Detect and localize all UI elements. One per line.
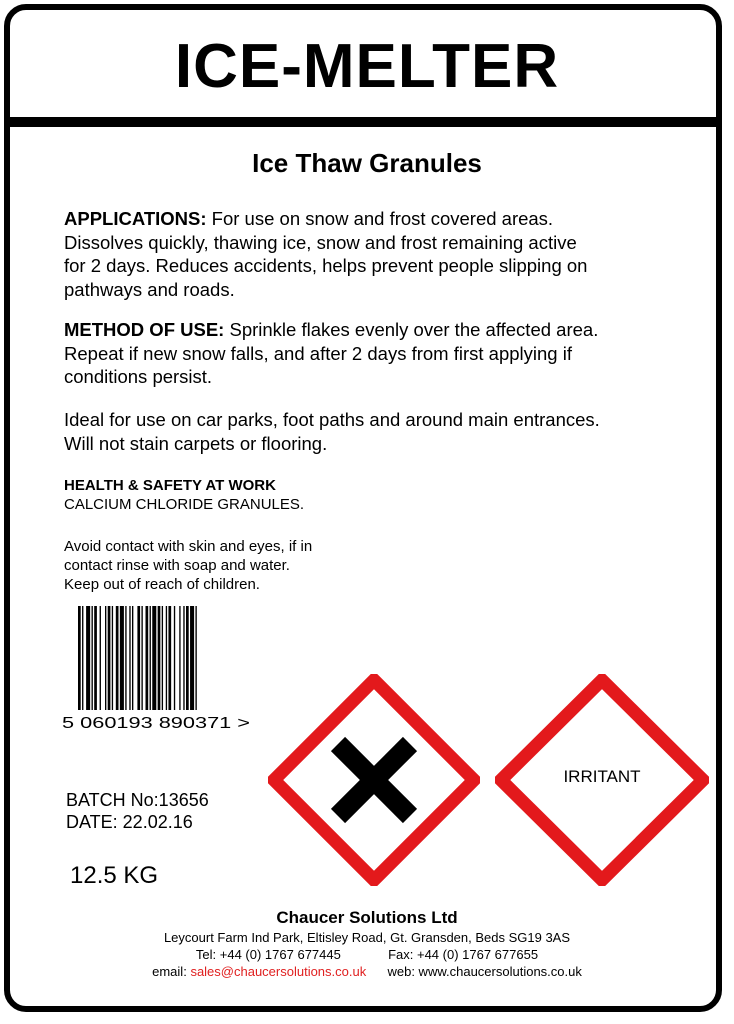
substance-name: CALCIUM CHLORIDE GRANULES. bbox=[64, 496, 305, 513]
barcode-bar bbox=[92, 606, 93, 710]
barcode-bar bbox=[82, 606, 83, 710]
warning-line: contact rinse with soap and water. bbox=[64, 557, 290, 574]
barcode-bar bbox=[129, 606, 130, 710]
company-contact-line bbox=[0, 964, 734, 979]
barcode-bar bbox=[108, 606, 111, 710]
barcode-bar bbox=[132, 606, 133, 710]
applications-line: For use on snow and frost covered areas. bbox=[211, 208, 554, 229]
barcode-bar bbox=[190, 606, 194, 710]
barcode-bar bbox=[195, 606, 196, 710]
barcode-bar bbox=[168, 606, 171, 710]
ideal-section bbox=[64, 408, 684, 455]
barcode-bar bbox=[116, 606, 119, 710]
harmful-pictogram bbox=[268, 674, 480, 886]
barcode-digits: 5 060193 890371 > bbox=[62, 715, 250, 732]
email-link[interactable]: sales@chaucersolutions.co.uk bbox=[190, 964, 367, 979]
ideal-line: Will not stain carpets or flooring. bbox=[64, 432, 328, 454]
applications-section bbox=[64, 207, 684, 301]
batch-number: BATCH No:13656 bbox=[66, 790, 209, 810]
barcode bbox=[62, 604, 252, 732]
page-title: ICE-MELTER bbox=[174, 32, 560, 101]
product-name: Ice Thaw Granules bbox=[252, 148, 482, 178]
method-line: Sprinkle flakes evenly over the affected area. bbox=[229, 319, 599, 340]
barcode-bar bbox=[146, 606, 149, 710]
company-name: Chaucer Solutions Ltd bbox=[276, 908, 458, 927]
barcode-bar bbox=[166, 606, 167, 710]
barcode-bar bbox=[186, 606, 189, 710]
net-weight: 12.5 KG bbox=[70, 862, 159, 889]
barcode-bar bbox=[162, 606, 163, 710]
irritant-pictogram bbox=[495, 674, 709, 886]
barcode-bar bbox=[183, 606, 184, 710]
batch-info bbox=[66, 789, 209, 833]
method-line: Repeat if new snow falls, and after 2 days from first applying if bbox=[64, 342, 572, 364]
applications-line: pathways and roads. bbox=[64, 278, 235, 300]
barcode-bar bbox=[120, 606, 124, 710]
barcode-bar bbox=[112, 606, 113, 710]
safety-warning bbox=[64, 537, 312, 594]
method-heading: METHOD OF USE: bbox=[64, 319, 225, 340]
barcode-bar bbox=[152, 606, 156, 710]
company-address: Leycourt Farm Ind Park, Eltisley Road, Gt. Gransden, Beds SG19 3AS bbox=[163, 930, 571, 945]
method-line: conditions persist. bbox=[64, 366, 213, 387]
company-tel: Tel: +44 (0) 1767 677445 bbox=[195, 947, 341, 962]
applications-heading: APPLICATIONS: bbox=[64, 208, 207, 229]
ideal-line: Ideal for use on car parks, foot paths and around main entrances. bbox=[64, 409, 600, 430]
warning-line: Keep out of reach of children. bbox=[64, 576, 260, 593]
barcode-bar bbox=[100, 606, 101, 710]
barcode-bar bbox=[105, 606, 106, 710]
applications-line: for 2 days. Reduces accidents, helps prevent people slipping on bbox=[64, 255, 588, 276]
barcode-bar bbox=[125, 606, 126, 710]
batch-date: DATE: 22.02.16 bbox=[66, 812, 193, 832]
health-heading: HEALTH & SAFETY AT WORK bbox=[64, 477, 276, 494]
irritant-label: IRRITANT bbox=[563, 767, 641, 786]
barcode-bar bbox=[86, 606, 90, 710]
email-label: email: bbox=[152, 964, 187, 979]
barcode-bar bbox=[179, 606, 180, 710]
website-link[interactable]: web: www.chaucersolutions.co.uk bbox=[387, 964, 582, 979]
barcode-bar bbox=[150, 606, 151, 710]
barcode-bar bbox=[78, 606, 81, 710]
barcode-bar bbox=[141, 606, 142, 710]
barcode-bar bbox=[174, 606, 175, 710]
company-phone-line bbox=[0, 947, 734, 962]
applications-line: Dissolves quickly, thawing ice, snow and frost remaining active bbox=[64, 231, 577, 253]
barcode-bar bbox=[158, 606, 161, 710]
company-fax: Fax: +44 (0) 1767 677655 bbox=[388, 947, 539, 962]
barcode-bars bbox=[78, 606, 197, 710]
barcode-bar bbox=[137, 606, 140, 710]
method-section bbox=[64, 318, 684, 389]
header-divider bbox=[4, 117, 722, 127]
warning-line: Avoid contact with skin and eyes, if in bbox=[64, 538, 313, 555]
barcode-bar bbox=[94, 606, 97, 710]
